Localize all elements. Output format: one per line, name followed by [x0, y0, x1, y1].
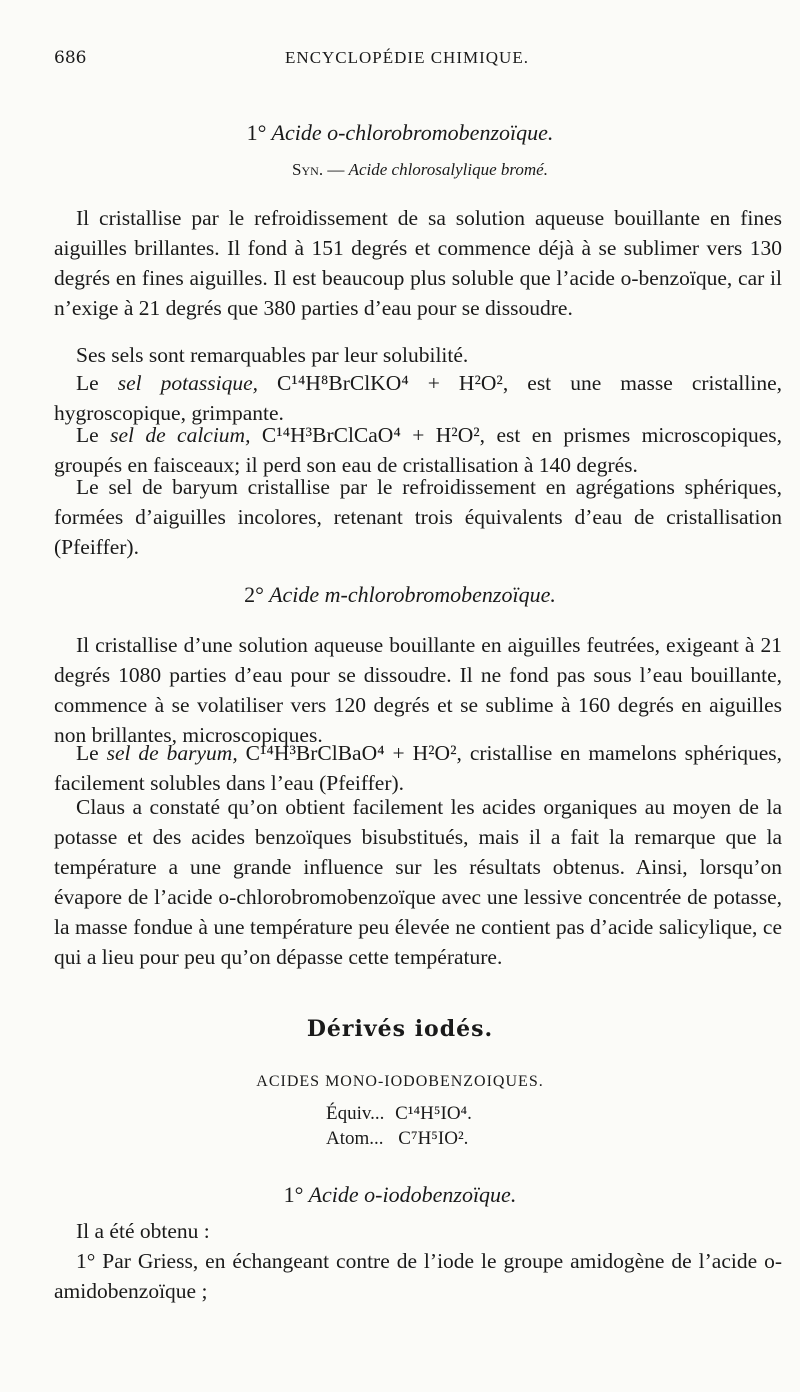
s2-para2-salt: sel de baryum, [106, 741, 238, 765]
para3-salt: sel potassique, [117, 371, 258, 395]
atom-label: Atom... [326, 1128, 384, 1149]
page-header [54, 48, 760, 72]
s2-para2-prefix: Le [76, 741, 107, 765]
section3-title: Acide o-iodobenzoïque. [308, 1182, 517, 1207]
section1-paragraph-4 [54, 420, 782, 480]
section3-heading [0, 1182, 800, 1208]
section2-paragraph-3: Claus a constaté qu’on obtient facilement les acides organiques au moyen de la potasse et des acides benzoïques bisubstitués, mais il a fait la remarque que la température a une grande influence sur les résultats obtenus. Ainsi, lorsqu’on évapore de l’acide o-chlorobromobenzoïque avec une lessive concentrée de potasse, la masse fondue à une température peu élevée ne contient pas d’acide salicylique, ce qui a lieu pour peu qu’on dépasse cette température. [54, 795, 782, 969]
para4-salt: sel de calcium, [110, 423, 251, 447]
para3-rest: est une masse cristalline, hygroscopique, grimpante. [54, 371, 782, 425]
s2-para2-rest: cristallise en mamelons sphériques, facilement solubles dans l’eau (Pfeiffer). [54, 741, 783, 795]
section1-paragraph-5: Le sel de baryum cristallise par le refroidissement en agrégations sphériques, formées d’aiguilles incolores, retenant trois équivalents d’eau de cristallisation (Pfeiffer). [54, 475, 782, 559]
section2-title: Acide m-chlorobromobenzoïque. [269, 582, 556, 607]
section3-number: 1° [283, 1182, 304, 1207]
running-title: ENCYCLOPÉDIE CHIMIQUE. [285, 48, 529, 67]
atom-formula: C⁷H⁵IO². [398, 1128, 469, 1149]
acides-subtitle: ACIDES MONO-IODOBENZOIQUES. [256, 1073, 544, 1090]
section2-paragraph-2 [54, 738, 782, 798]
para4-prefix: Le [76, 423, 111, 447]
section3-paragraph-2: 1° Par Griess, en échangeant contre de l’iode le groupe amidogène de l’acide o-amidobenzoïque ; [54, 1249, 782, 1303]
para4-rest: est en prismes microscopiques, groupés en faisceaux; il perd son eau de cristallisation à 140 degrés. [54, 423, 782, 477]
section2-number: 2° [244, 582, 264, 607]
syn-dash: — [323, 160, 349, 179]
para4-formula: C¹⁴H³BrClCaO⁴ + H²O², [261, 423, 486, 447]
derives-title: Dérivés iodés. [306, 1016, 494, 1042]
synonym-line [0, 160, 800, 180]
section1-heading [0, 120, 800, 146]
section3-paragraph-1: Il a été obtenu : [76, 1219, 210, 1243]
section1-number: 1° [246, 120, 267, 145]
section1-paragraph-2: Ses sels sont remarquables par leur solubilité. [76, 343, 469, 367]
para3-formula: C¹⁴H⁸BrClKO⁴ + H²O², [277, 371, 509, 395]
syn-name: Acide chlorosalylique bromé. [348, 160, 548, 179]
equiv-line [326, 1103, 472, 1125]
section1-paragraph-1: Il cristallise par le refroidissement de sa solution aqueuse bouillante en fines aiguilles brillantes. Il fond à 151 degrés et commence déjà à se sublimer vers 130 degrés en fines aiguilles. Il est beaucoup plus soluble que l’acide o-benzoïque, car il n’exige à 21 degrés que 380 parties d’eau pour se dissoudre. [54, 206, 782, 320]
section1-title: Acide o-chlorobromobenzoïque. [271, 120, 554, 145]
para3-prefix: Le [76, 371, 118, 395]
page-number: 686 [54, 48, 87, 68]
section2-paragraph-1: Il cristallise d’une solution aqueuse bouillante en aiguilles feutrées, exigeant à 21 degrés 1080 parties d’eau pour se dissoudre. Il ne fond pas sous l’eau bouillante, commence à se volatiliser vers 120 degrés et se sublime à 160 degrés en aiguilles non brillantes, microscopiques. [54, 633, 782, 747]
section1-paragraph-3 [54, 368, 782, 428]
equiv-label: Équiv... [326, 1103, 385, 1124]
s2-para2-formula: C¹⁴H³BrClBaO⁴ + H²O², [245, 741, 462, 765]
section2-heading [0, 582, 800, 608]
equiv-formula: C¹⁴H⁵IO⁴. [395, 1103, 472, 1124]
atom-line [326, 1128, 468, 1150]
syn-label: Syn. [292, 160, 324, 179]
